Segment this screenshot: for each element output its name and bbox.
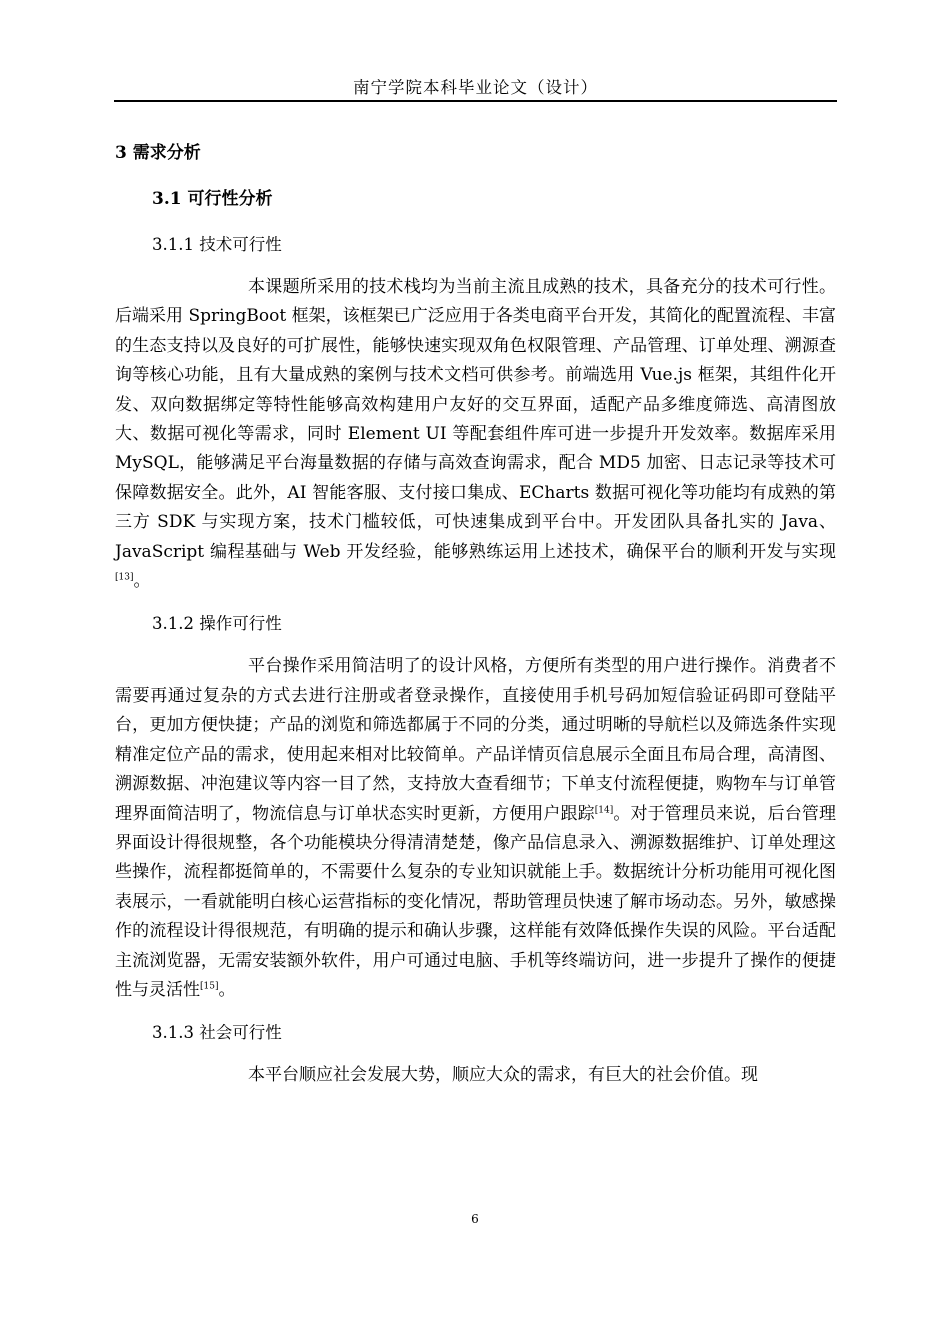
subsection-heading-social: 3.1.3 社会可行性 — [152, 1023, 282, 1043]
paragraph-text: 本课题所采用的技术栈均为当前主流且成熟的技术，具备充分的技术可行性。后端采用 SpringBoot 框架，该框架已广泛应用于各类电商平台开发，其简化的配置流程、丰富的生态支持以及良好的可扩展性，能够快速实现双角色权限管理、产品管理、订单处理、溯源查询等核心功能，且有大量成熟的案例与技术文档可供参考。前端选用 Vue.js 框架，其组件化开发、双向数据绑定等特性能够高效构建用户友好的交互界面，适配产品多维度筛选、高清图放大、数据可视化等需求，同时 Element UI 等配套组件库可进一步提升开发效率。数据库采用 MySQL，能够满足平台海量数据的存储与高效查询需求，配合 MD5 加密、日志记录等技术可保障数据安全。此外，AI 智能客服、支付接口集成、ECharts 数据可视化等功能均有成熟的第三方 SDK 与实现方案，技术门槛较低，可快速集成到平台中。开发团队具备扎实的 Java、JavaScript 编程基础与 Web 开发经验，能够熟练运用上述技术，确保平台的顺利开发与实现 — [115, 277, 836, 562]
citation-ref: [14] — [594, 804, 614, 815]
paragraph-end: 。 — [133, 571, 151, 592]
citation-ref: [13] — [115, 572, 134, 583]
subsection-heading-operational: 3.1.2 操作可行性 — [152, 614, 282, 634]
paragraph-technical-feasibility — [115, 273, 836, 596]
section-heading: 3.1 可行性分析 — [152, 189, 273, 209]
subsection-heading-technical: 3.1.1 技术可行性 — [152, 235, 282, 254]
paragraph-text: 平台操作采用简洁明了的设计风格，方便所有类型的用户进行操作。消费者不需要再通过复杂的方式去进行注册或者登录操作，直接使用手机号码加短信验证码即可登陆平台，更加方便快捷；产品的浏览和筛选都属于不同的分类，通过明晰的导航栏以及筛选条件实现精准定位产品的需求，使用起来相对比较简单。产品详情页信息展示全面且布局合理，高清图、溯源数据、冲泡建议等内容一目了然，支持放大查看细节；下单支付流程便捷，购物车与订单管理界面简洁明了，物流信息与订单状态实时更新，方便用户跟踪 — [115, 656, 836, 824]
running-header: 南宁学院本科毕业论文（设计） — [353, 78, 598, 97]
citation-ref: [15] — [200, 981, 219, 992]
paragraph-text: 。对于管理员来说，后台管理界面设计得很规整，各个功能模块分得清清楚楚，像产品信息录入、溯源数据维护、订单处理这些操作，流程都挺简单的，不需要什么复杂的专业知识就能上手。数据统计分析功能用可视化图表展示，一看就能明白核心运营指标的变化情况，帮助管理员快速了解市场动态。另外，敏感操作的流程设计得很规范，有明确的提示和确认步骤，这样能有效降低操作失误的风险。平台适配主流浏览器，无需安装额外软件，用户可通过电脑、手机等终端访问，进一步提升了操作的便捷性与灵活性 — [115, 803, 836, 1000]
document-body — [115, 137, 836, 1103]
page-number: 6 — [471, 1212, 479, 1226]
paragraph-operational-feasibility — [115, 652, 836, 1005]
paragraph-end: 。 — [218, 979, 236, 1000]
header-divider — [114, 100, 837, 102]
chapter-heading: 3 需求分析 — [115, 143, 201, 163]
paragraph-text: 本平台顺应社会发展大势，顺应大众的需求，有巨大的社会价值。现 — [248, 1065, 758, 1086]
paragraph-social-feasibility — [115, 1061, 836, 1090]
